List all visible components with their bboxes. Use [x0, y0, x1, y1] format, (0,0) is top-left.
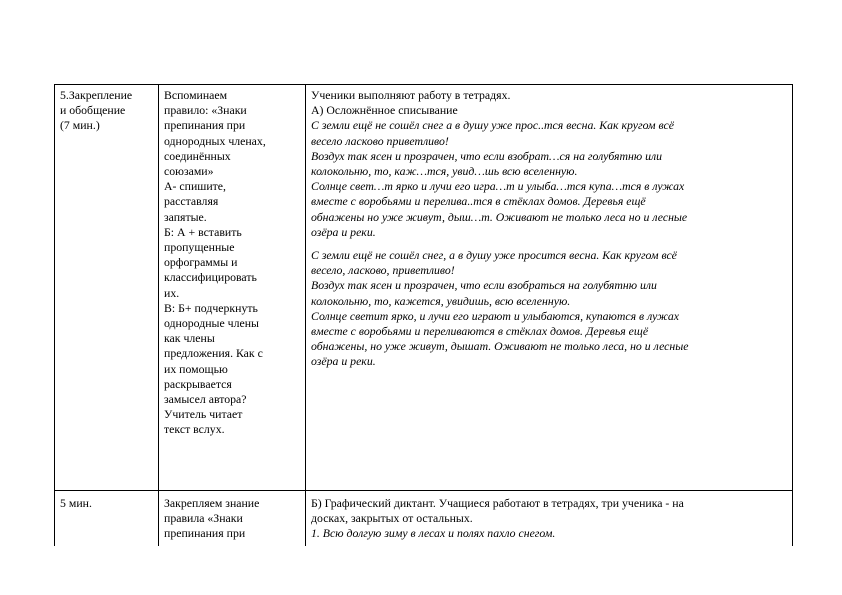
teacher-line: предложения. Как с [164, 346, 263, 361]
teacher-activity-cell [159, 491, 306, 546]
teacher-line: Вспоминаем [164, 88, 228, 102]
student-intro-line: А) Осложнённое списывание [311, 103, 458, 118]
teacher-line: Б: А + вставить [164, 224, 242, 239]
teacher-activity-cell [159, 85, 306, 491]
teacher-line: текст вслух. [164, 422, 225, 437]
stage-cell [55, 85, 159, 491]
teacher-line: соединённых [164, 148, 231, 163]
teacher-line: как члены [164, 331, 215, 346]
answer-line: весело, ласково, приветливо! [311, 263, 455, 278]
exercise-line: озёра и реки. [311, 224, 376, 239]
stage-cell [55, 491, 159, 546]
answer-line: вместе с воробьями и переливаются в стёклах домов. Деревья ещё [311, 324, 649, 339]
answer-line: колокольню, то, кажется, увидишь, всю вселенную. [311, 293, 571, 308]
dictation-sentence: 1. Всю долгую зиму в лесах и полях пахло снегом. [311, 526, 556, 541]
paragraph-gap [311, 240, 788, 248]
teacher-line: правило: «Знаки [164, 103, 247, 118]
teacher-line: пропущенные [164, 240, 235, 255]
teacher-line: однородные члены [164, 316, 259, 331]
student-line: досках, закрытых от остальных. [311, 511, 473, 526]
student-activity-cell [306, 491, 793, 546]
exercise-line: весело ласково приветливо! [311, 133, 449, 148]
teacher-line: расставляя [164, 194, 219, 209]
teacher-line: правила «Знаки [164, 511, 243, 526]
teacher-line: запятые. [164, 209, 207, 224]
answer-line: обнажены, но уже живут, дышат. Оживают не только леса, но и лесные [311, 339, 689, 354]
lesson-table [54, 84, 793, 546]
exercise-line: колокольню, то, каж…тся, увид…шь всю вселенную. [311, 164, 578, 179]
teacher-line: замысел автора? [164, 392, 247, 407]
teacher-line: Закрепляем знание [164, 496, 260, 510]
stage-line: 5 мин. [60, 496, 92, 510]
answer-line: С земли ещё не сошёл снег, а в душу уже просится весна. Как кругом всё [311, 248, 677, 263]
answer-line: Солнце светит ярко, и лучи его играют и улыбаются, купаются в лужах [311, 308, 680, 323]
teacher-line: их. [164, 285, 180, 300]
stage-line: 5.Закрепление [60, 88, 133, 102]
teacher-line: их помощью [164, 361, 228, 376]
stage-line: и обобщение [60, 103, 126, 118]
student-activity-cell [306, 85, 793, 491]
teacher-line: однородных членах, [164, 133, 266, 148]
teacher-line: Учитель читает [164, 407, 243, 422]
teacher-line: раскрывается [164, 376, 232, 391]
student-intro-line: Ученики выполняют работу в тетрадях. [311, 88, 511, 102]
exercise-line: Солнце свет…т ярко и лучи его игра…т и улыба…тся купа…тся в лужах [311, 179, 685, 194]
teacher-line: А- спишите, [164, 179, 226, 194]
teacher-line: препинания при [164, 526, 246, 541]
teacher-line: препинания при [164, 118, 246, 133]
teacher-line: союзами» [164, 164, 214, 179]
exercise-line: Воздух так ясен и прозрачен, что если взобрат…ся на голубятню или [311, 148, 663, 163]
teacher-line: орфограммы и [164, 255, 238, 270]
student-line: Б) Графический диктант. Учащиеся работают в тетрадях, три ученика - на [311, 496, 684, 510]
exercise-line: обнажены но уже живут, дыш…т. Оживают не только леса но и лесные [311, 209, 688, 224]
stage-line: (7 мин.) [60, 118, 100, 133]
teacher-line: В: Б+ подчеркнуть [164, 300, 258, 315]
exercise-line: С земли ещё не сошёл снег а в душу уже прос..тся весна. Как кругом всё [311, 118, 674, 133]
exercise-line: вместе с воробьями и перелива..тся в стёклах домов. Деревья ещё [311, 194, 646, 209]
answer-line: озёра и реки. [311, 354, 376, 369]
teacher-line: классифицировать [164, 270, 257, 285]
answer-line: Воздух так ясен и прозрачен, что если взобраться на голубятню или [311, 278, 657, 293]
